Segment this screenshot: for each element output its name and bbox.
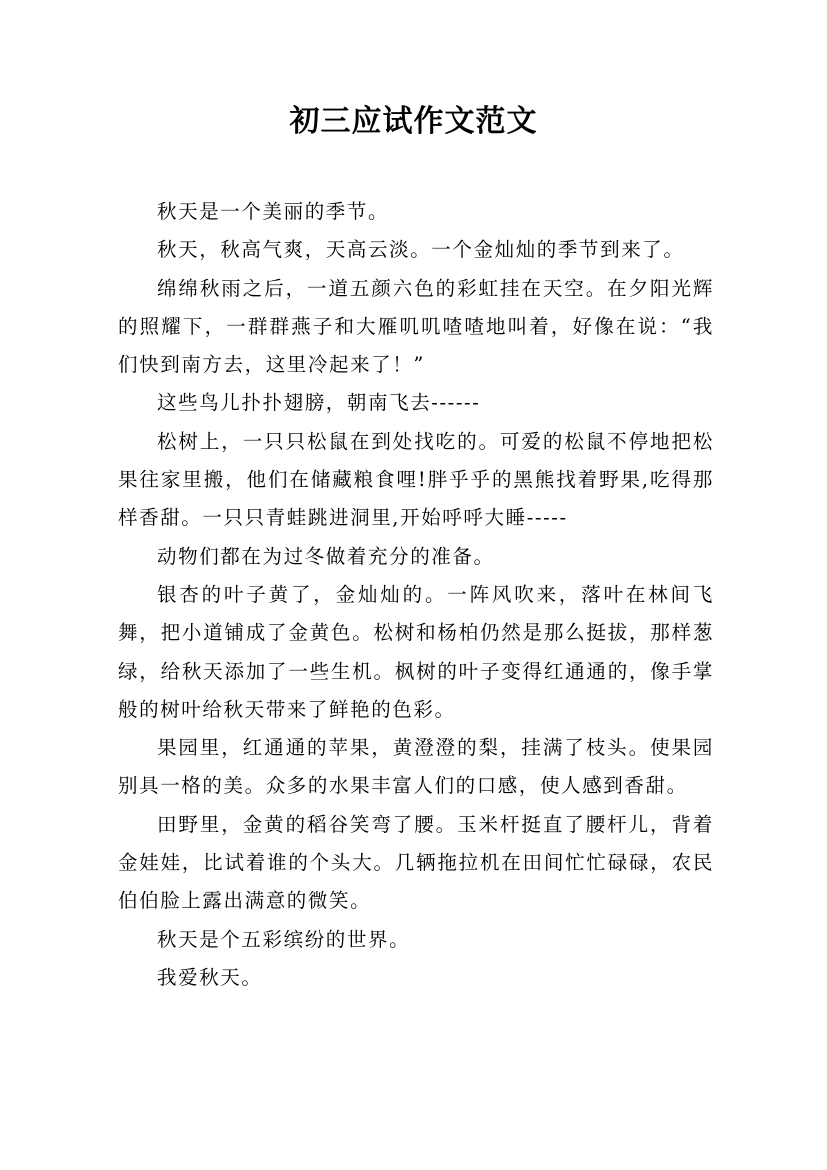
document-body xyxy=(118,193,714,997)
paragraph: 田野里，金黄的稻谷笑弯了腰。玉米杆挺直了腰杆儿，背着金娃娃，比试着谁的个头大。几辆拖拉机在田间忙忙碌碌，农民伯伯脸上露出满意的微笑。 xyxy=(118,812,714,913)
paragraph: 秋天是个五彩缤纷的世界。 xyxy=(157,927,411,951)
document-title: 初三应试作文范文 xyxy=(289,104,538,139)
paragraph: 秋天，秋高气爽，天高云淡。一个金灿灿的季节到来了。 xyxy=(157,238,685,262)
paragraph: 果园里，红通通的苹果，黄澄澄的梨，挂满了枝头。使果园别具一格的美。众多的水果丰富人们的口感，使人感到香甜。 xyxy=(118,736,714,798)
paragraph: 这些鸟儿扑扑翅膀，朝南飞去------ xyxy=(157,391,481,415)
paragraph: 动物们都在为过冬做着充分的准备。 xyxy=(157,544,495,568)
paragraph: 松树上，一只只松鼠在到处找吃的。可爱的松鼠不停地把松果往家里搬，他们在储藏粮食哩!胖乎乎的黑熊找着野果,吃得那样香甜。一只只青蛙跳进洞里,开始呼呼大睡----- xyxy=(118,429,714,530)
paragraph: 秋天是一个美丽的季节。 xyxy=(157,200,390,223)
paragraph: 我爱秋天。 xyxy=(157,965,263,989)
paragraph: 绵绵秋雨之后，一道五颜六色的彩虹挂在天空。在夕阳光辉的照耀下，一群群燕子和大雁叽叽喳喳地叫着，好像在说：“我们快到南方去，这里冷起来了！” xyxy=(118,276,714,377)
paragraph: 银杏的叶子黄了，金灿灿的。一阵风吹来，落叶在林间飞舞，把小道铺成了金黄色。松树和杨柏仍然是那么挺拔，那样葱绿，给秋天添加了一些生机。枫树的叶子变得红通通的，像手掌般的树叶给秋天带来了鲜艳的色彩。 xyxy=(118,582,714,721)
